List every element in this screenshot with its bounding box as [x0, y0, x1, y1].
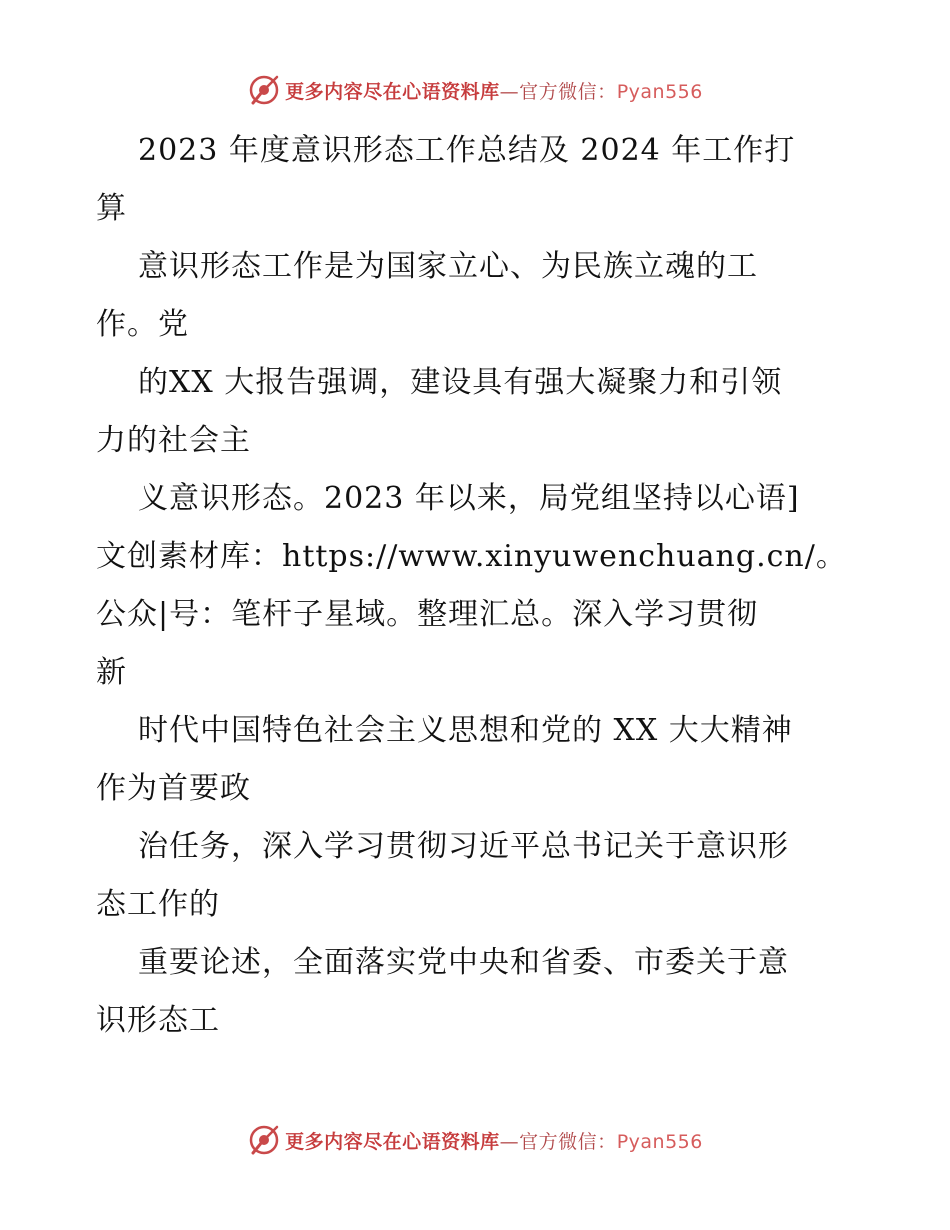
pen-logo-icon	[247, 1123, 281, 1157]
text-line: 力的社会主	[96, 423, 251, 458]
text-line: 作为首要政	[96, 771, 251, 806]
banner-separator: —	[499, 1130, 520, 1153]
text-line: 文创素材库：https://www.xinyuwenchuang.cn/。	[96, 539, 847, 574]
text-line: 的XX 大报告强调，建设具有强大凝聚力和引领	[138, 365, 783, 400]
pen-logo-icon	[247, 73, 281, 107]
text-line: 意识形态工作是为国家立心、为民族立魂的工	[138, 249, 758, 284]
header-watermark-banner	[0, 70, 950, 110]
text-line: 时代中国特色社会主义思想和党的 XX 大大精神	[138, 713, 793, 748]
text-line: 识形态工	[96, 1003, 220, 1038]
text-line: 作。党	[96, 307, 189, 342]
footer-watermark-banner	[0, 1120, 950, 1160]
banner-brand-text: 更多内容尽在心语资料库	[285, 80, 500, 103]
banner-wechat-id: Pyan556	[616, 1130, 703, 1153]
text-line: 态工作的	[96, 887, 220, 922]
banner-wechat-label: 官方微信：	[519, 80, 617, 103]
document-body	[96, 122, 856, 1050]
text-line: 新	[96, 655, 127, 690]
banner-separator: —	[499, 80, 520, 103]
document-title-line-1: 2023 年度意识形态工作总结及 2024 年工作打	[138, 133, 796, 168]
document-title-line-2: 算	[96, 191, 127, 226]
banner-wechat-id: Pyan556	[616, 80, 703, 103]
banner-brand-text: 更多内容尽在心语资料库	[285, 1130, 500, 1153]
text-line: 义意识形态。2023 年以来，局党组坚持以心语]	[138, 481, 800, 516]
text-line: 治任务，深入学习贯彻习近平总书记关于意识形	[138, 829, 789, 864]
text-line: 公众|号：笔杆子星域。整理汇总。深入学习贯彻	[96, 597, 759, 632]
banner-wechat-label: 官方微信：	[519, 1130, 617, 1153]
text-line: 重要论述，全面落实党中央和省委、市委关于意	[138, 945, 789, 980]
